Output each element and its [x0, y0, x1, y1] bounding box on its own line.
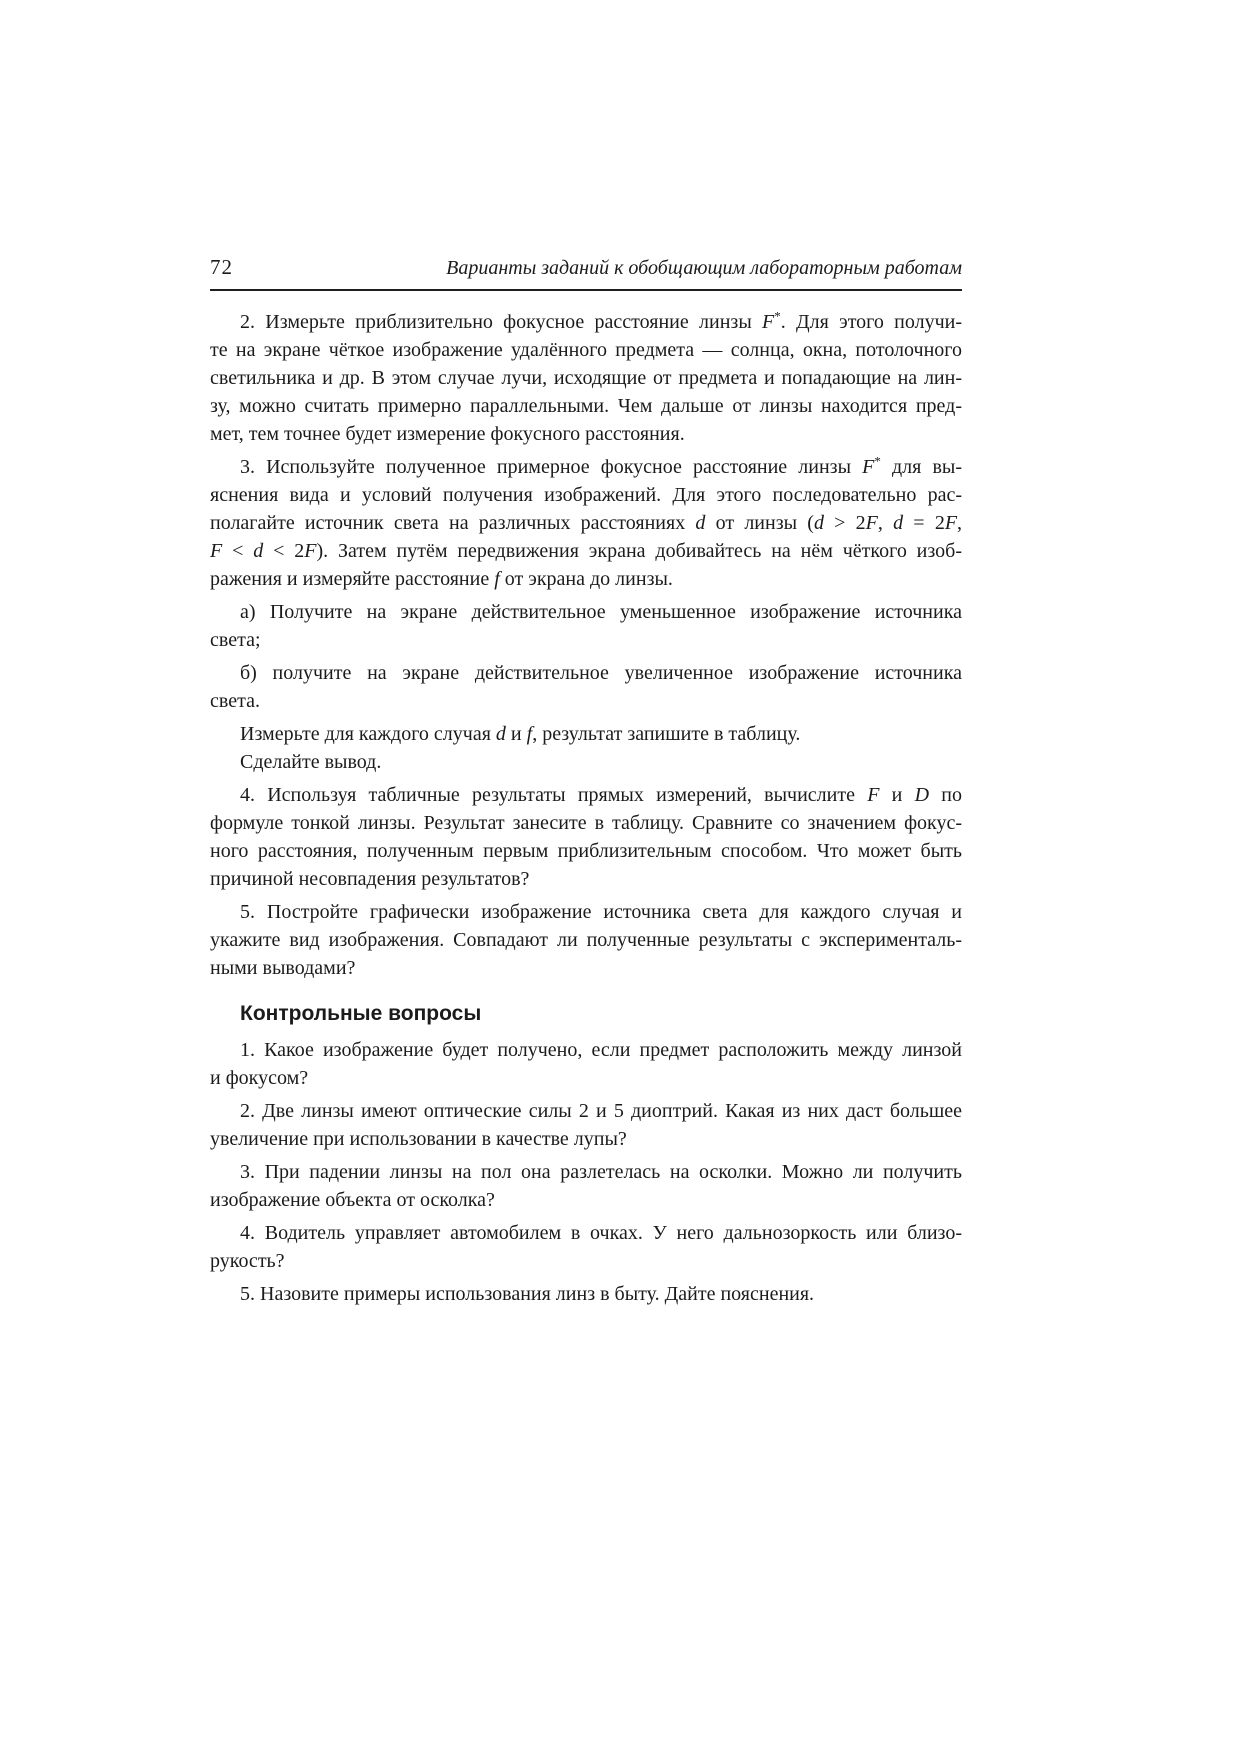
text-line: 5. Постройте графически изображение источника света для каждого случая и	[240, 901, 962, 923]
text-line: Измерьте для каждого случая d и f, результат запишите в таблицу.	[240, 723, 801, 745]
text-line: 3. При падении линзы на пол она разлетелась на осколки. Можно ли получить	[240, 1161, 962, 1183]
math-superscript: *	[874, 453, 881, 469]
paragraph	[210, 781, 962, 893]
text-line: света;	[210, 629, 261, 651]
math-var: d	[695, 512, 706, 534]
text-line: формуле тонкой линзы. Результат занесите в таблицу. Сравните со значением фокус-	[210, 812, 962, 834]
math-var: d	[893, 512, 904, 534]
text-line: 2. Измерьте приблизительно фокусное расстояние линзы F*. Для этого получи-	[240, 308, 962, 333]
text-line: рукость?	[210, 1250, 285, 1272]
math-var: f	[494, 568, 500, 590]
paragraph	[210, 898, 962, 982]
text-line: ными выводами?	[210, 957, 356, 979]
text-line: зу, можно считать примерно параллельными. Чем дальше от линзы находится пред-	[210, 395, 962, 417]
math-var: F	[210, 540, 223, 562]
text-line: полагайте источник света на различных расстояниях d от линзы (d > 2F, d = 2F,	[210, 512, 963, 534]
paragraph	[210, 1158, 962, 1214]
text-line: 5. Назовите примеры использования линз в быту. Дайте пояснения.	[240, 1283, 815, 1305]
text-line: 1. Какое изображение будет получено, если предмет расположить между линзой	[240, 1039, 962, 1061]
running-header-title: Варианты заданий к обобщающим лабораторным работам	[446, 257, 962, 279]
text-line: 4. Водитель управляет автомобилем в очках. У него дальнозоркость или близо-	[240, 1222, 962, 1244]
text-line: изображение объекта от осколка?	[210, 1189, 495, 1211]
text-line: яснения вида и условий получения изображений. Для этого последовательно рас-	[210, 484, 962, 506]
paragraph	[210, 1036, 962, 1092]
paragraph	[210, 1219, 962, 1275]
paragraph	[210, 659, 962, 715]
paragraph	[210, 453, 962, 593]
text-line: увеличение при использовании в качестве лупы?	[210, 1128, 627, 1150]
paragraph	[210, 720, 962, 748]
math-var: F	[862, 456, 875, 478]
text-line: причиной несовпадения результатов?	[210, 868, 530, 890]
text-line: 2. Две линзы имеют оптические силы 2 и 5 диоптрий. Какая из них даст большее	[240, 1100, 962, 1122]
document-body	[210, 291, 962, 1308]
math-var: F	[762, 311, 775, 333]
math-var: d	[495, 723, 506, 745]
text-line: б) получите на экране действительное увеличенное изображение источника	[240, 662, 962, 684]
paragraph	[210, 598, 962, 654]
text-line: мет, тем точнее будет измерение фокусного расстояния.	[210, 423, 685, 445]
text-line: ражения и измеряйте расстояние f от экрана до линзы.	[210, 568, 673, 590]
math-var: F	[867, 784, 880, 806]
text-line: 3. Используйте полученное примерное фокусное расстояние линзы F* для вы-	[240, 453, 962, 478]
text-line: света.	[210, 690, 260, 712]
text-line: F < d < 2F). Затем путём передвижения экрана добивайтесь на нём чёткого изоб-	[210, 540, 963, 562]
section-heading: Контрольные вопросы	[240, 1002, 482, 1025]
math-var: F	[304, 540, 317, 562]
text-line: а) Получите на экране действительное уменьшенное изображение источника	[240, 601, 962, 623]
text-block	[210, 0, 962, 1308]
paragraph	[210, 308, 962, 448]
math-var: D	[914, 784, 930, 806]
math-var: f	[526, 723, 533, 745]
math-var: F	[944, 512, 958, 534]
paragraph	[210, 1097, 962, 1153]
text-line: те на экране чёткое изображение удалённого предмета — солнца, окна, потолочного	[210, 339, 962, 361]
text-line: и фокусом?	[210, 1067, 309, 1089]
math-superscript: *	[774, 308, 781, 324]
text-line: Сделайте вывод.	[240, 751, 382, 773]
text-line: 4. Используя табличные результаты прямых измерений, вычислите F и D по	[240, 784, 962, 806]
paragraph	[210, 1280, 962, 1308]
page-header	[210, 254, 962, 291]
math-var: d	[813, 512, 824, 534]
text-line: ного расстояния, полученным первым приблизительным способом. Что может быть	[210, 840, 962, 862]
text-line: укажите вид изображения. Совпадают ли полученные результаты с эксперименталь-	[210, 929, 962, 951]
math-var: d	[253, 540, 264, 562]
math-var: F	[865, 512, 878, 534]
text-line: светильника и др. В этом случае лучи, исходящие от предмета и попадающие на лин-	[210, 367, 962, 389]
paragraph	[210, 748, 962, 776]
page-number: 72	[210, 255, 233, 279]
